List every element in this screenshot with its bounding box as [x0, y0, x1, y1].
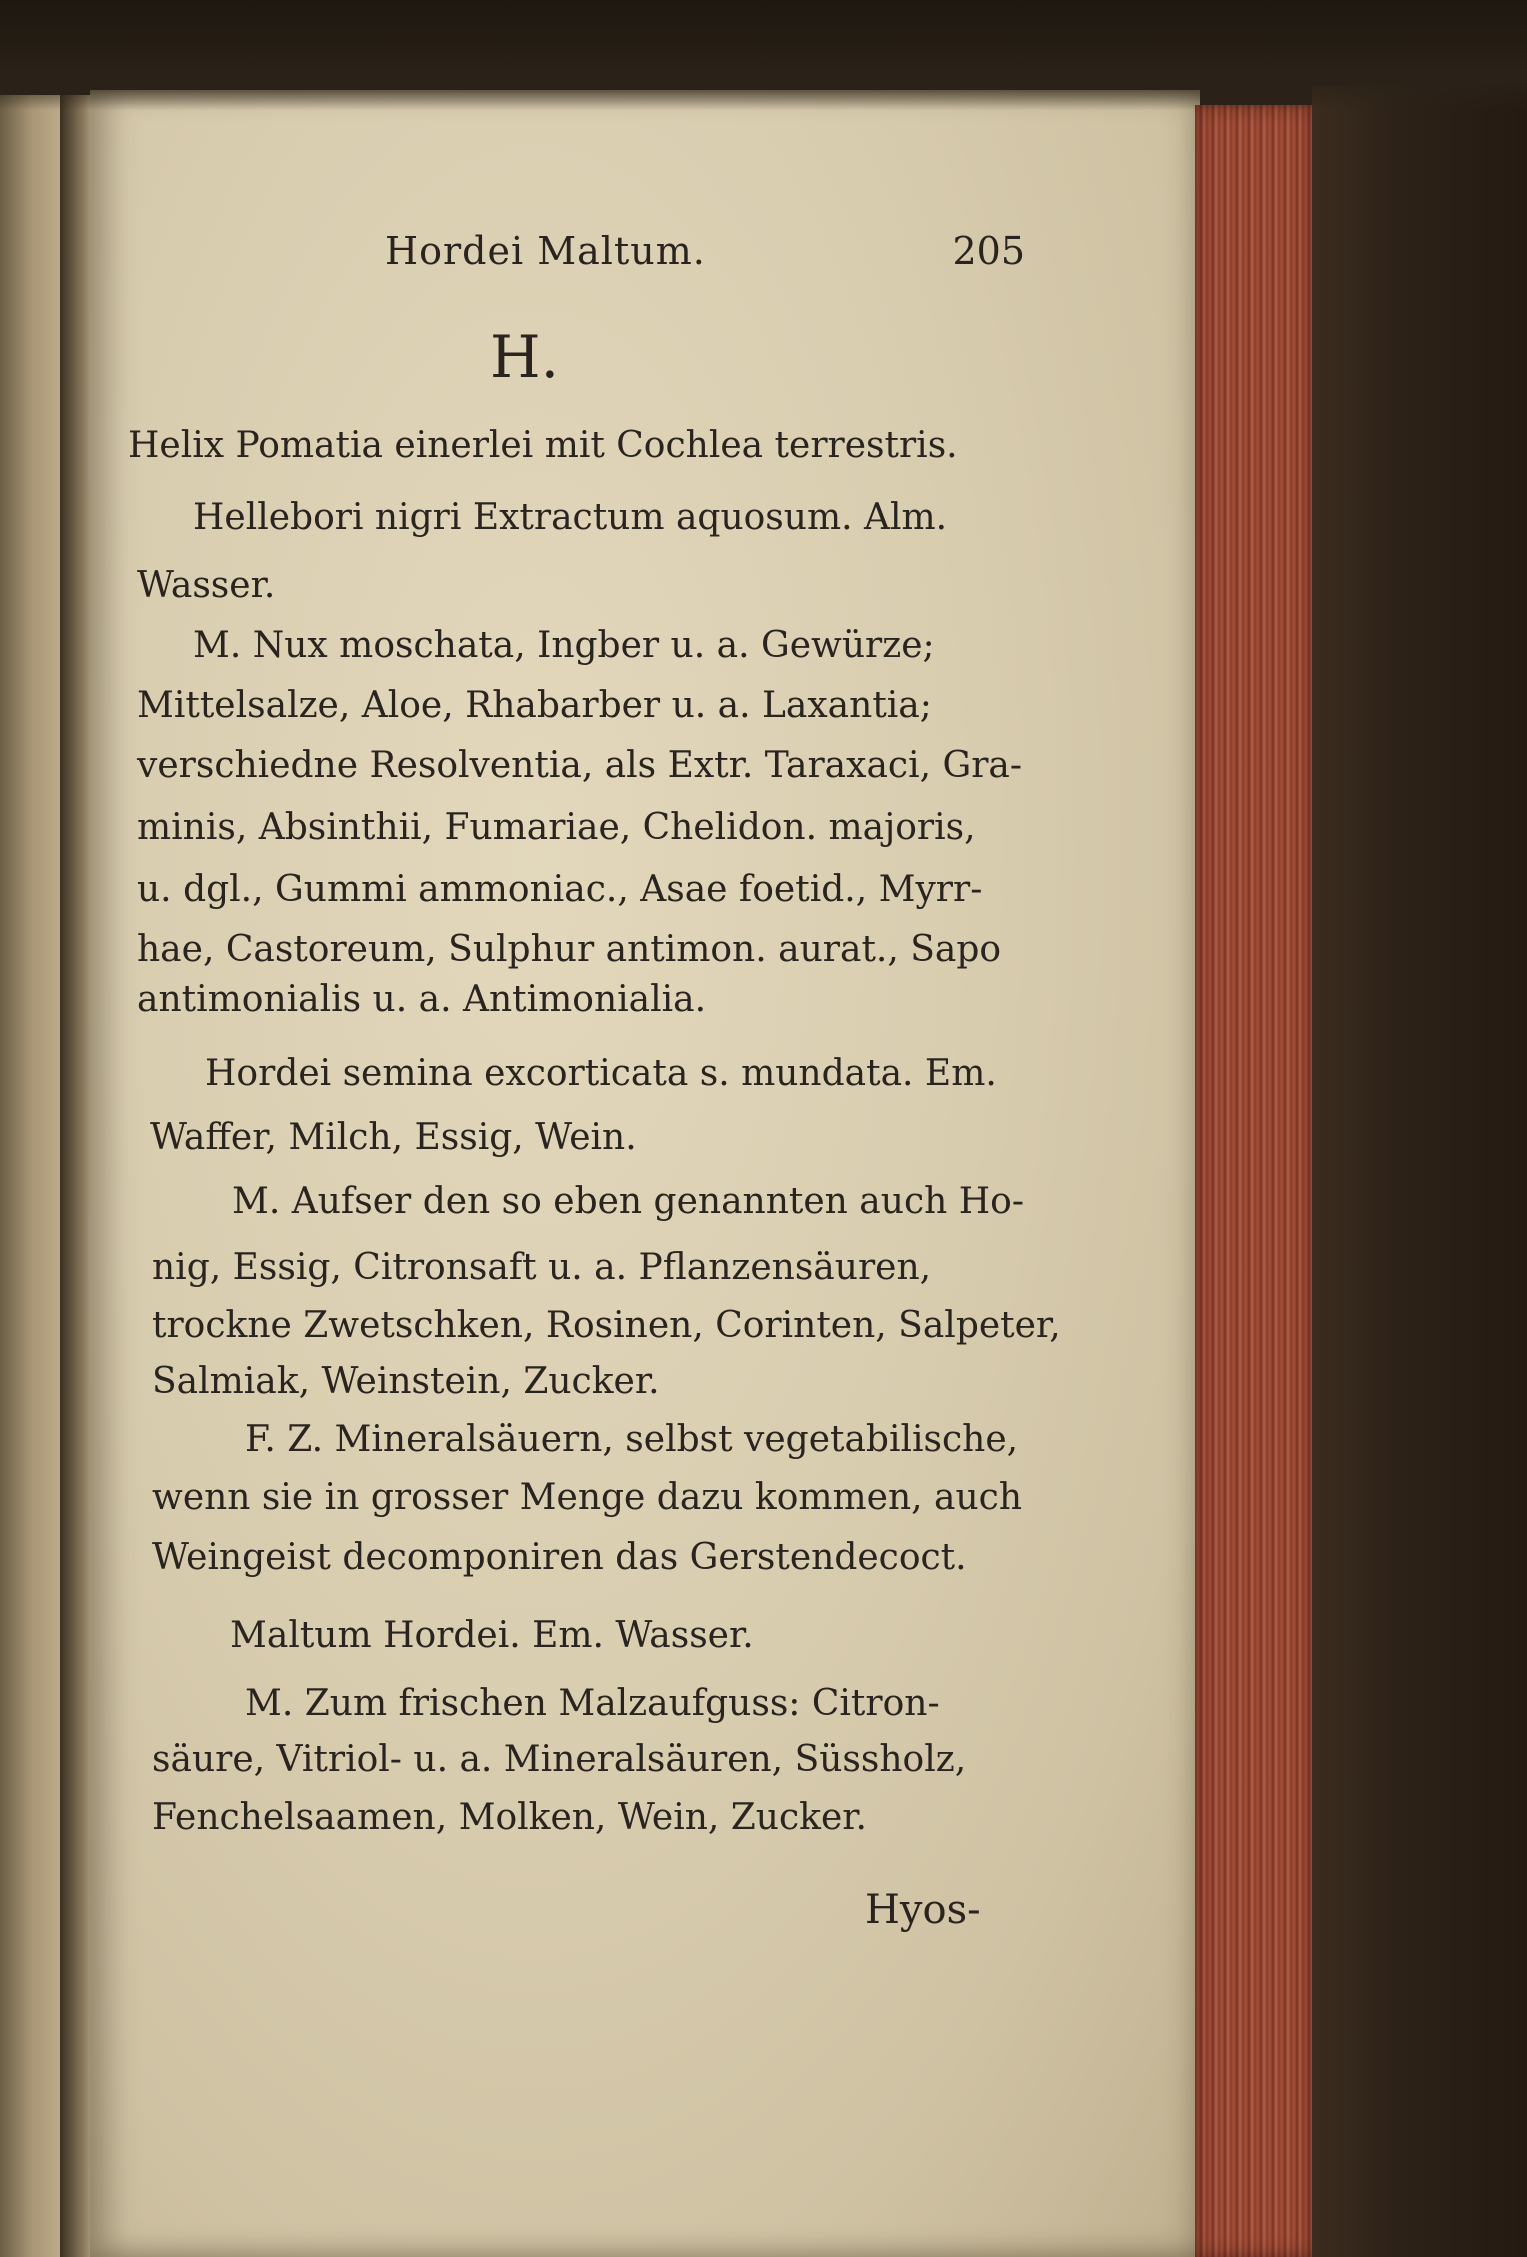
text-line-18: wenn sie in grosser Menge dazu kommen, auch: [152, 1477, 1023, 1518]
text-line-13: M. Aufser den so eben genannten auch Ho-: [232, 1181, 1024, 1222]
page-block-edge: [1195, 105, 1315, 2257]
text-line-9: hae, Castoreum, Sulphur antimon. aurat., Sapo: [137, 929, 1002, 970]
text-line-22: säure, Vitriol- u. a. Mineralsäuren, Süssholz,: [152, 1739, 967, 1780]
text-line-21: M. Zum frischen Malzaufguss: Citron-: [245, 1683, 940, 1724]
text-line-23: Fenchelsaamen, Molken, Wein, Zucker.: [152, 1797, 867, 1838]
text-line-12: Waffer, Milch, Essig, Wein.: [150, 1117, 637, 1158]
text-line-10: antimonialis u. a. Antimonialia.: [137, 979, 707, 1020]
text-line-1: Helix Pomatia einerlei mit Cochlea terrestris.: [128, 425, 958, 466]
text-line-17: F. Z. Mineralsäuern, selbst vegetabilische,: [245, 1419, 1019, 1460]
text-line-3: Wasser.: [137, 565, 276, 606]
text-line-15: trockne Zwetschken, Rosinen, Corinten, Salpeter,: [152, 1305, 1061, 1346]
text-line-11: Hordei semina excorticata s. mundata. Em.: [205, 1053, 997, 1094]
page-number: 205: [952, 229, 1025, 273]
top-shadow: [0, 0, 1527, 110]
text-line-20: Maltum Hordei. Em. Wasser.: [230, 1615, 754, 1656]
book-cover: [1312, 85, 1527, 2257]
text-line-4: M. Nux moschata, Ingber u. a. Gewürze;: [193, 625, 935, 666]
text-line-5: Mittelsalze, Aloe, Rhabarber u. a. Laxantia;: [137, 685, 932, 726]
text-line-2: Hellebori nigri Extractum aquosum. Alm.: [193, 497, 948, 538]
page: [90, 90, 1200, 2257]
running-header: [385, 229, 1025, 278]
running-title: Hordei Maltum.: [385, 229, 706, 273]
text-line-19: Weingeist decomponiren das Gerstendecoct.: [152, 1537, 967, 1578]
catchword: Hyos-: [865, 1887, 981, 1933]
text-line-8: u. dgl., Gummi ammoniac., Asae foetid., Myrr-: [137, 869, 983, 910]
text-line-6: verschiedne Resolventia, als Extr. Taraxaci, Gra-: [137, 745, 1023, 786]
text-line-14: nig, Essig, Citronsaft u. a. Pflanzensäuren,: [152, 1247, 932, 1288]
text-line-16: Salmiak, Weinstein, Zucker.: [152, 1361, 660, 1402]
text-line-7: minis, Absinthii, Fumariae, Chelidon. majoris,: [137, 807, 976, 848]
section-letter: H.: [490, 323, 560, 391]
